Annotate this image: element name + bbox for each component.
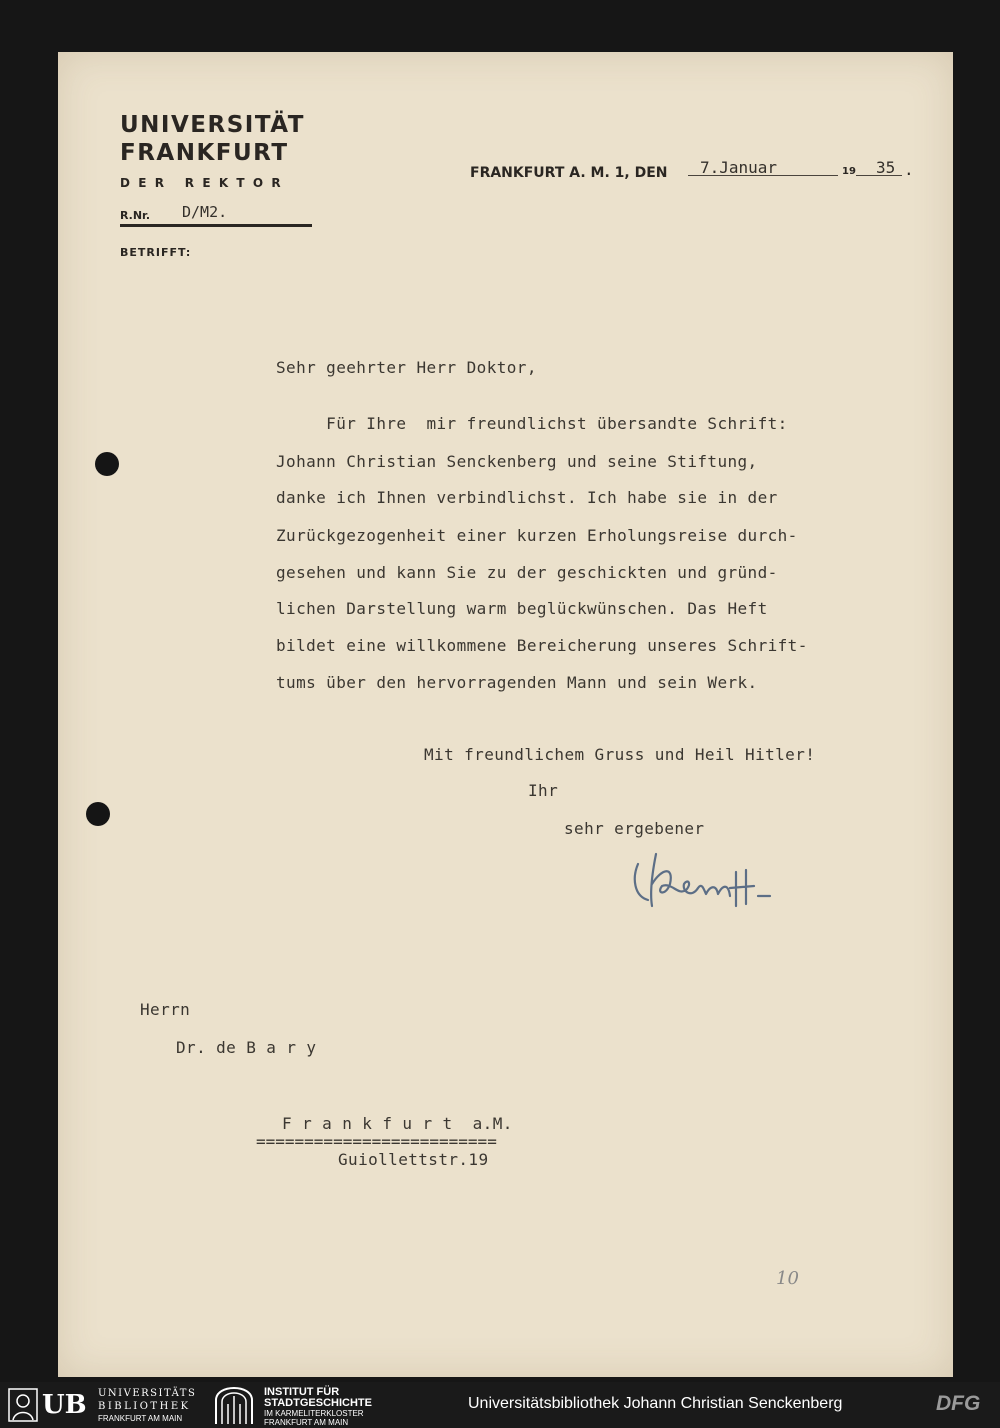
address-herrn: Herrn	[140, 1000, 191, 1019]
punch-hole-top	[95, 452, 119, 476]
dfg-logo: DFG	[936, 1392, 981, 1415]
reference-label: R.Nr.	[120, 209, 151, 222]
letter-sheet	[58, 52, 953, 1377]
ub-line3: FRANKFURT AM MAIN	[98, 1414, 183, 1423]
archive-page-number: 10	[776, 1268, 799, 1289]
address-city: F r a n k f u r t a.M.	[282, 1114, 513, 1133]
letterhead-city: FRANKFURT	[120, 140, 289, 166]
body-line: danke ich Ihnen verbindlichst. Ich habe sie in der	[276, 488, 778, 507]
goethe-portrait-icon	[8, 1388, 38, 1422]
footer-credit: Universitätsbibliothek Johann Christian Senckenberg	[468, 1395, 843, 1412]
isg-line3: IM KARMELITERKLOSTER	[264, 1409, 364, 1418]
closing-greeting: Mit freundlichem Gruss und Heil Hitler!	[424, 745, 816, 764]
date-year-suffix: 35	[856, 158, 902, 176]
address-underline: =========================	[256, 1132, 497, 1151]
ub-logo	[8, 1388, 92, 1422]
punch-hole-bottom	[86, 802, 110, 826]
date-day-month: 7.Januar	[688, 158, 838, 176]
reference-number-field	[120, 202, 312, 227]
address-street: Guiollettstr.19	[338, 1150, 489, 1169]
isg-line2: STADTGESCHICHTE	[264, 1397, 372, 1409]
closing-ergebener: sehr ergebener	[564, 819, 705, 838]
body-line: Zurückgezogenheit einer kurzen Erholungsreise durch-	[276, 526, 798, 545]
date-year-prefix: 19	[842, 166, 856, 177]
karmeliterkloster-arch-icon	[214, 1386, 254, 1424]
body-line: gesehen und kann Sie zu der geschickten und gründ-	[276, 563, 778, 582]
salutation: Sehr geehrter Herr Doktor,	[276, 358, 537, 377]
letterhead-rector: DER REKTOR	[120, 176, 289, 190]
subject-label: BETRIFFT:	[120, 246, 192, 259]
body-line: Für Ihre mir freundlichst übersandte Schrift:	[276, 414, 788, 433]
ub-line1: UNIVERSITÄTS	[98, 1388, 197, 1399]
date-period: .	[904, 160, 914, 179]
body-line: Johann Christian Senckenberg und seine Stiftung,	[276, 452, 758, 471]
address-name: Dr. de B a r y	[176, 1038, 317, 1057]
body-line: lichen Darstellung warm beglückwünschen. Das Heft	[276, 599, 768, 618]
isg-line1: INSTITUT FÜR	[264, 1386, 340, 1398]
ub-logo-text: UB	[42, 1390, 87, 1420]
body-line: tums über den hervorragenden Mann und sein Werk.	[276, 673, 758, 692]
dateline-city: FRANKFURT A. M. 1, DEN	[470, 165, 668, 181]
reference-value: D/M2.	[182, 203, 228, 221]
isg-line4: FRANKFURT AM MAIN	[264, 1418, 349, 1427]
signature-icon	[626, 844, 786, 924]
letterhead-university: UNIVERSITÄT	[120, 112, 305, 138]
closing-ihr: Ihr	[528, 781, 559, 800]
body-line: bildet eine willkommene Bereicherung unseres Schrift-	[276, 636, 808, 655]
ub-line2: BIBLIOTHEK	[98, 1401, 191, 1412]
footer-bar	[0, 1382, 1000, 1428]
